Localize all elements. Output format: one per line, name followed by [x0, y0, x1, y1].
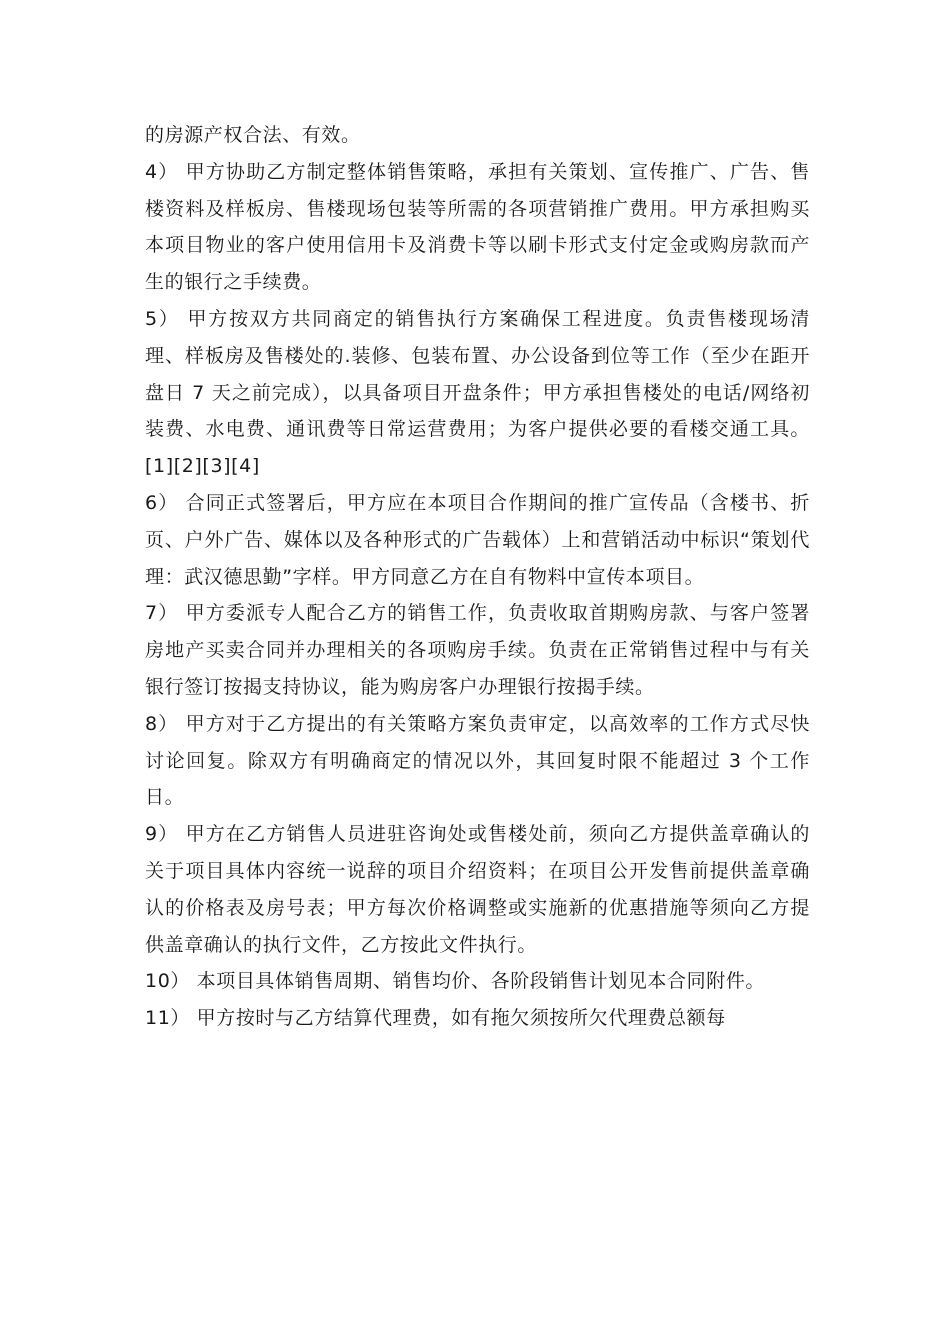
clause-10: 10） 本项目具体销售周期、销售均价、各阶段销售计划见本合同附件。 [145, 970, 766, 993]
clause-11: 11） 甲方按时与乙方结算代理费，如有拖欠须按所欠代理费总额每 [145, 1007, 726, 1030]
clause-7: 7） 甲方委派专人配合乙方的销售工作，负责收取首期购房款、与客户签署房地产买卖合同并办理相关的各项购房手续。负责在正常销售过程中与有关银行签订按揭支持协议，能为购房客户办理银行按揭手续。 [145, 602, 810, 698]
clause-8: 8） 甲方对于乙方提出的有关策略方案负责审定，以高效率的工作方式尽快讨论回复。除双方有明确商定的情况以外，其回复时限不能超过 3 个工作日。 [145, 712, 810, 809]
clause-5: 5） 甲方按双方共同商定的销售执行方案确保工程进度。负责售楼现场清理、样板房及售楼处的.装修、包装布置、办公设备到位等工作（至少在距开盘日 7 天之前完成），以具备项目开盘条件；甲方承担售楼处的电话/网络初装费、水电费、通讯费等日常运营费用；为客户提供必要的看楼交通工具。[1][2][3][4] [145, 307, 810, 478]
document-page [145, 117, 810, 1037]
clause-9: 9） 甲方在乙方销售人员进驻咨询处或售楼处前，须向乙方提供盖章确认的关于项目具体内容统一说辞的项目介绍资料；在项目公开发售前提供盖章确认的价格表及房号表；甲方每次价格调整或实施新的优惠措施等须向乙方提供盖章确认的执行文件，乙方按此文件执行。 [145, 823, 810, 956]
clause-4: 4） 甲方协助乙方制定整体销售策略，承担有关策划、宣传推广、广告、售楼资料及样板房、售楼现场包装等所需的各项营销推广费用。甲方承担购买本项目物业的客户使用信用卡及消费卡等以刷卡形式支付定金或购房款而产生的银行之手续费。 [145, 160, 810, 294]
clause-6: 6） 合同正式签署后，甲方应在本项目合作期间的推广宣传品（含楼书、折页、户外广告、媒体以及各种形式的广告载体）上和营销活动中标识“策划代理：武汉德思勤”字样。甲方同意乙方在自有物料中宣传本项目。 [145, 491, 810, 588]
paragraph-continuation: 的房源产权合法、有效。 [145, 124, 361, 146]
